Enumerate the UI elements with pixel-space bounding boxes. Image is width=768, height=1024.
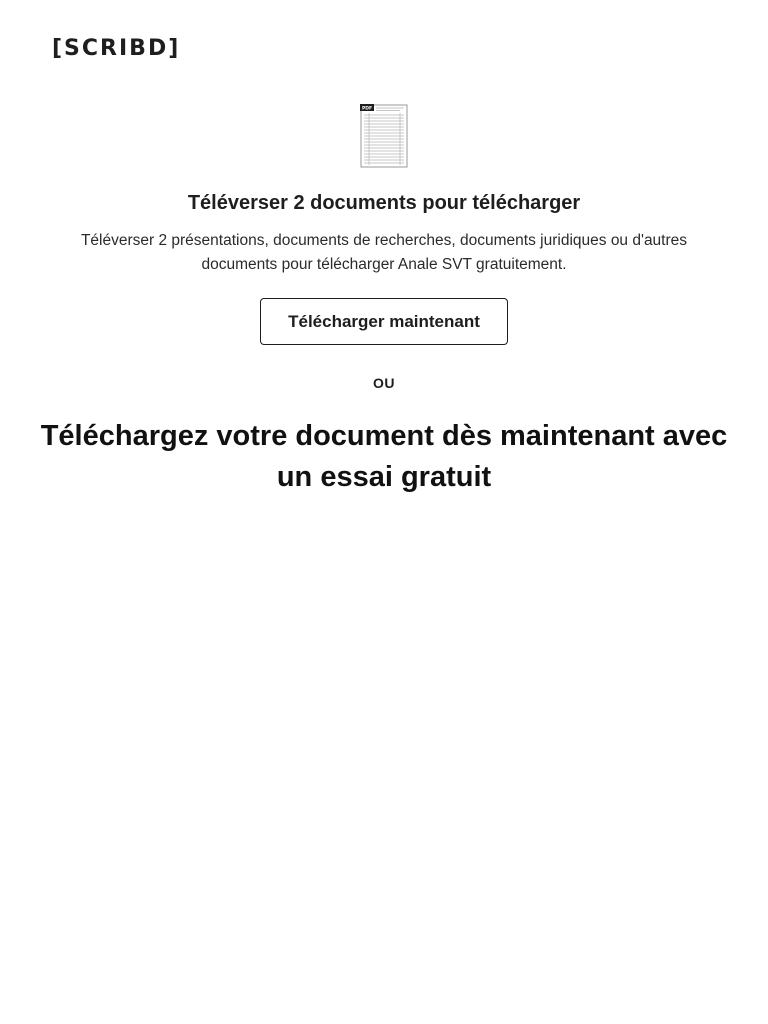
download-now-button[interactable]: Télécharger maintenant bbox=[260, 298, 508, 345]
pdf-badge: PDF bbox=[361, 106, 373, 112]
scribd-logo[interactable]: [SCRIBD] bbox=[52, 36, 181, 61]
upload-title: Téléverser 2 documents pour télécharger bbox=[187, 192, 581, 214]
or-divider: OU bbox=[373, 375, 395, 391]
free-trial-heading: Téléchargez votre document dès maintenant avec un essai gratuit bbox=[40, 420, 728, 493]
pdf-document-thumbnail-icon bbox=[360, 104, 408, 168]
upload-description: Téléverser 2 présentations, documents de recherches, documents juridiques ou d'autres documents pour télécharger Anale SVT gratuitement. bbox=[80, 232, 688, 273]
